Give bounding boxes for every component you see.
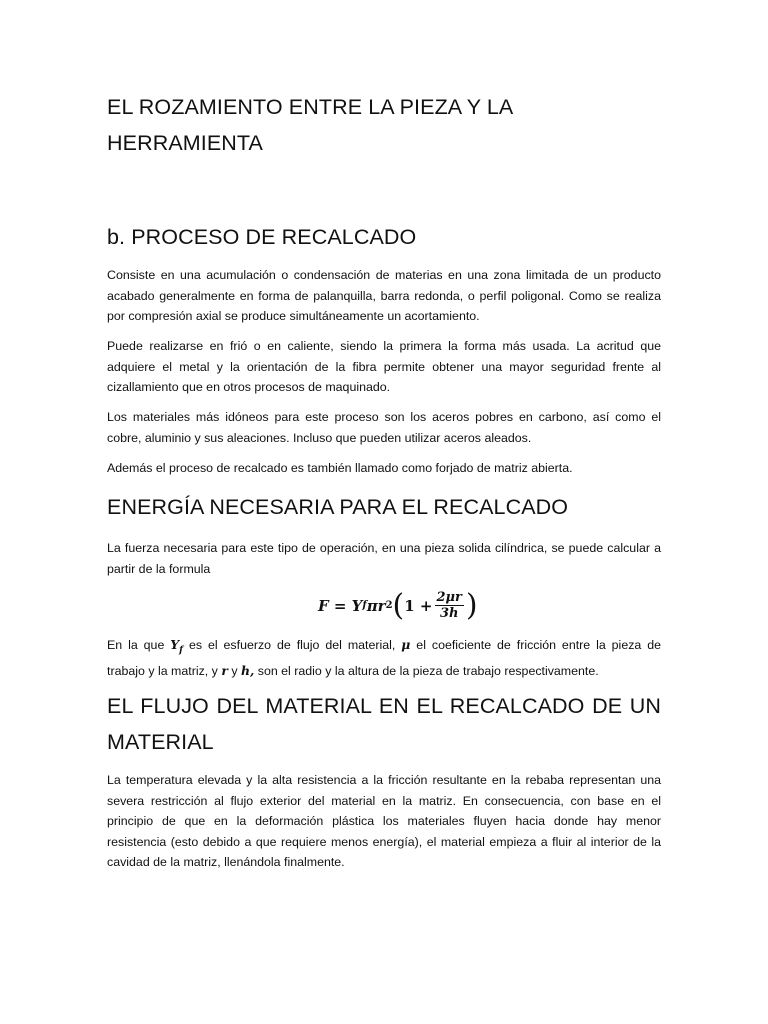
paragraph-puede-realizarse: Puede realizarse en frió o en caliente, siendo la primera la forma más usada. La acritud que adquiere el metal y la orientación de la fibra permite obtener una mayor seguridad frente al cizallamiento que en otros procesos de maquinado. [107,339,661,394]
formula-fraction: $\frac{2\mu r}{3h}$ [436,590,462,621]
heading-proceso-recalcado: b. PROCESO DE RECALCADO [107,225,417,249]
heading-rozamiento: EL ROZAMIENTO ENTRE LA PIEZA Y LA HERRAMIENTA [107,95,514,155]
paragraph-ademas: Además el proceso de recalcado es también llamado como forjado de matriz abierta. [107,461,573,475]
paragraph-en-la-que: En la que $Y_f$ es el esfuerzo de flujo del material, μ el coeficiente de fricción entre la pieza de trabajo y la matriz, y r y h, son el radio y la altura de la pieza de trabajo respectivamente. [107,637,662,678]
paragraph-consiste: Consiste en una acumulación o condensación de materias en una zona limitada de un producto acabado generalmente en forma de palanquilla, barra redonda, o perfil poligonal. Como se realiza por compresión axial se produce simultáneamente un acortamiento. [107,268,661,323]
paragraph-fuerza: La fuerza necesaria para este tipo de operación, en una pieza solida cilíndrica, se puede calcular a partir de la formula [107,541,661,576]
heading-energia: ENERGÍA NECESARIA PARA EL RECALCADO [107,495,569,519]
force-formula: F = Y f πr 2 ( 1 + $\frac{2\mu r}{3h}$ ) [318,587,478,623]
heading-flujo-material: EL FLUJO DEL MATERIAL EN EL RECALCADO DE UN MATERIAL [107,694,661,754]
paragraph-materiales: Los materiales más idóneos para este proceso son los aceros pobres en carbono, así como el cobre, aluminio y sus aleaciones. Incluso que pueden utilizar aceros aleados. [107,410,661,445]
paragraph-temperatura: La temperatura elevada y la alta resistencia a la fricción resultante en la rebaba representan una severa restricción al flujo exterior del material en la matriz. En consecuencia, con base en el principio de que en la deformación plástica los materiales fluyen hacia donde hay menor resistencia (esto debido a que requiere menos energía), el material empieza a fluir al interior de la cavidad de la matriz, llenándola finalmente. [107,773,661,869]
